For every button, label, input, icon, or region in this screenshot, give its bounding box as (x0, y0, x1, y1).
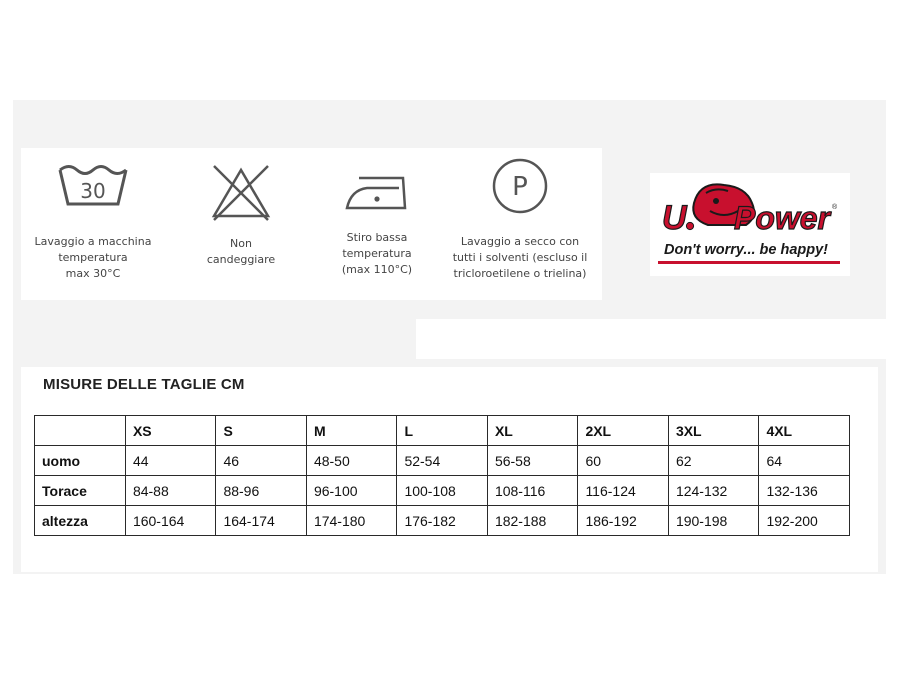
wash-30-icon (56, 160, 130, 210)
table-cell: 164-174 (216, 506, 307, 536)
care-text-bleach: Non candeggiare (206, 237, 276, 266)
care-instructions (21, 148, 602, 300)
logo-registered-mark: ® (832, 204, 838, 211)
size-chart-section (21, 367, 878, 572)
header-cell: 3XL (668, 416, 759, 446)
upower-logo (650, 173, 850, 276)
background-panel-middle (13, 318, 416, 360)
table-cell: 48-50 (306, 446, 397, 476)
table-cell: 190-198 (668, 506, 759, 536)
iron-low-icon (345, 170, 409, 214)
table-cell: 186-192 (578, 506, 669, 536)
table-cell: 174-180 (306, 506, 397, 536)
logo-graphic (650, 173, 850, 276)
header-cell: XL (487, 416, 578, 446)
size-table (34, 415, 850, 536)
header-cell: L (397, 416, 488, 446)
table-cell: 84-88 (125, 476, 216, 506)
logo-underline (658, 261, 840, 264)
row-label: Torace (35, 476, 126, 506)
dry-clean-label: P (512, 172, 528, 202)
logo-brand-power: Power (734, 200, 830, 236)
row-label: altezza (35, 506, 126, 536)
table-cell: 60 (578, 446, 669, 476)
table-cell: 64 (759, 446, 850, 476)
header-cell: XS (125, 416, 216, 446)
table-cell: 100-108 (397, 476, 488, 506)
table-row (35, 506, 850, 536)
table-cell: 116-124 (578, 476, 669, 506)
table-cell: 96-100 (306, 476, 397, 506)
header-cell: S (216, 416, 307, 446)
header-cell: M (306, 416, 397, 446)
table-cell: 176-182 (397, 506, 488, 536)
table-row (35, 476, 850, 506)
table-cell: 88-96 (216, 476, 307, 506)
table-cell: 160-164 (125, 506, 216, 536)
header-cell: 4XL (759, 416, 850, 446)
table-cell: 124-132 (668, 476, 759, 506)
size-chart-title: MISURE DELLE TAGLIE CM (43, 376, 245, 393)
row-label: uomo (35, 446, 126, 476)
logo-dot (686, 222, 693, 229)
table-cell: 52-54 (397, 446, 488, 476)
care-text-iron: Stiro bassa temperatura (max 110°C) (341, 231, 413, 276)
wash-temp-label: 30 (80, 179, 106, 203)
header-cell: 2XL (578, 416, 669, 446)
no-bleach-icon (206, 162, 276, 222)
table-cell: 132-136 (759, 476, 850, 506)
table-cell: 44 (125, 446, 216, 476)
header-cell (35, 416, 126, 446)
care-text-dryclean: Lavaggio a secco con tutti i solventi (escluso il tricloroetilene o trielina) (452, 235, 588, 280)
table-header-row (35, 416, 850, 446)
logo-brand-u: U (662, 199, 687, 237)
logo-slogan: Don't worry... be happy! (664, 242, 828, 258)
dry-clean-p-icon (490, 156, 550, 216)
table-row (35, 446, 850, 476)
table-cell: 56-58 (487, 446, 578, 476)
table-cell: 192-200 (759, 506, 850, 536)
table-cell: 46 (216, 446, 307, 476)
care-text-wash: Lavaggio a macchina temperatura max 30°C (34, 235, 152, 280)
table-cell: 62 (668, 446, 759, 476)
table-cell: 182-188 (487, 506, 578, 536)
table-cell: 108-116 (487, 476, 578, 506)
